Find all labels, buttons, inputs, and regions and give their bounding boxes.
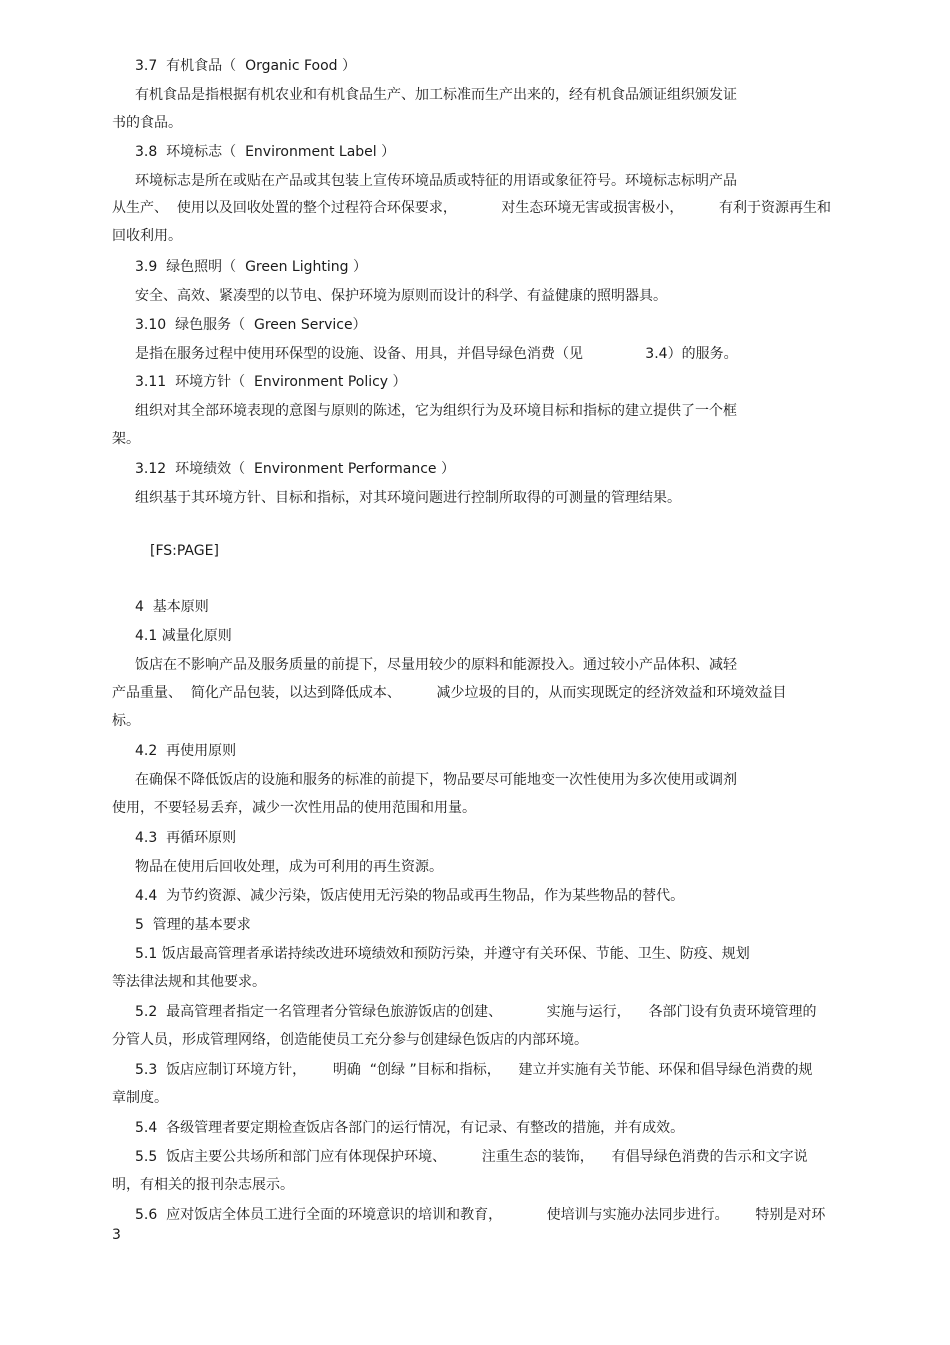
paragraph-line: 明，有相关的报刊杂志展示。 [112, 1177, 294, 1193]
paragraph-line: 5.5 饭店主要公共场所和部门应有体现保护环境、 注重生态的装饰， 有倡导绿色消费的告示和文字说 [135, 1149, 808, 1165]
paragraph-line: 5.3 饭店应制订环境方针， 明确 “创绿 ”目标和指标， 建立并实施有关节能、环保和倡导绿色消费的规 [135, 1062, 813, 1078]
section-heading: 3.12 环境绩效（ Environment Performance ） [135, 461, 455, 477]
paragraph-line: 在确保不降低饭店的设施和服务的标准的前提下，物品要尽可能地变一次性使用为多次使用或调剂 [135, 772, 737, 788]
page-number: 3 [112, 1227, 121, 1243]
paragraph-line: 5.2 最高管理者指定一名管理者分管绿色旅游饭店的创建、 实施与运行， 各部门设有负责环境管理的 [135, 1004, 817, 1020]
paragraph-line: 物品在使用后回收处理，成为可利用的再生资源。 [135, 859, 443, 875]
paragraph-line: 组织对其全部环境表现的意图与原则的陈述，它为组织行为及环境目标和指标的建立提供了一个框 [135, 403, 737, 419]
paragraph-line: 标。 [112, 713, 140, 729]
paragraph-line: 环境标志是所在或贴在产品或其包装上宣传环境品质或特征的用语或象征符号。环境标志标明产品 [135, 173, 737, 189]
section-heading: 3.11 环境方针（ Environment Policy ） [135, 374, 407, 390]
paragraph-line: 是指在服务过程中使用环保型的设施、设备、用具，并倡导绿色消费（见 3.4）的服务。 [135, 346, 738, 362]
paragraph-line: 分管人员，形成管理网络，创造能使员工充分参与创建绿色饭店的内部环境。 [112, 1032, 588, 1048]
paragraph-line: 5.4 各级管理者要定期检查饭店各部门的运行情况，有记录、有整改的措施，并有成效。 [135, 1120, 685, 1136]
section-heading: 4.3 再循环原则 [135, 830, 237, 846]
paragraph-line: 架。 [112, 431, 140, 447]
section-heading: 3.9 绿色照明（ Green Lighting ） [135, 259, 367, 275]
section-heading: 3.10 绿色服务（ Green Service） [135, 317, 367, 333]
page-marker: [FS:PAGE] [150, 543, 219, 559]
paragraph-line: 书的食品。 [112, 115, 182, 131]
section-heading: 5 管理的基本要求 [135, 917, 251, 933]
paragraph-line: 等法律法规和其他要求。 [112, 974, 266, 990]
paragraph-line: 使用，不要轻易丢弃，减少一次性用品的使用范围和用量。 [112, 800, 476, 816]
paragraph-line: 饭店在不影响产品及服务质量的前提下，尽量用较少的原料和能源投入。通过较小产品体积、减轻 [135, 657, 737, 673]
paragraph-line: 5.6 应对饭店全体员工进行全面的环境意识的培训和教育， 使培训与实施办法同步进行。 特别是对环 [135, 1207, 826, 1223]
section-heading: 3.8 环境标志（ Environment Label ） [135, 144, 396, 160]
paragraph-line: 产品重量、 简化产品包装，以达到降低成本、 减少垃圾的目的，从而实现既定的经济效益和环境效益目 [112, 685, 787, 701]
section-heading: 4.1 减量化原则 [135, 628, 232, 644]
section-heading: 3.7 有机食品（ Organic Food ） [135, 58, 356, 74]
section-heading: 4.4 为节约资源、减少污染，饭店使用无污染的物品或再生物品，作为某些物品的替代。 [135, 888, 685, 904]
section-heading: 4 基本原则 [135, 599, 209, 615]
paragraph-line: 章制度。 [112, 1090, 168, 1106]
paragraph-line: 5.1 饭店最高管理者承诺持续改进环境绩效和预防污染，并遵守有关环保、节能、卫生、防疫、规划 [135, 946, 750, 962]
paragraph-line: 组织基于其环境方针、目标和指标，对其环境问题进行控制所取得的可测量的管理结果。 [135, 490, 681, 506]
paragraph-line: 安全、高效、紧凑型的以节电、保护环境为原则而设计的科学、有益健康的照明器具。 [135, 288, 667, 304]
paragraph-line: 回收利用。 [112, 228, 182, 244]
section-heading: 4.2 再使用原则 [135, 743, 237, 759]
paragraph-line: 从生产、 使用以及回收处置的整个过程符合环保要求， 对生态环境无害或损害极小， 有利于资源再生和 [112, 200, 832, 216]
paragraph-line: 有机食品是指根据有机农业和有机食品生产、加工标准而生产出来的，经有机食品颁证组织颁发证 [135, 87, 737, 103]
